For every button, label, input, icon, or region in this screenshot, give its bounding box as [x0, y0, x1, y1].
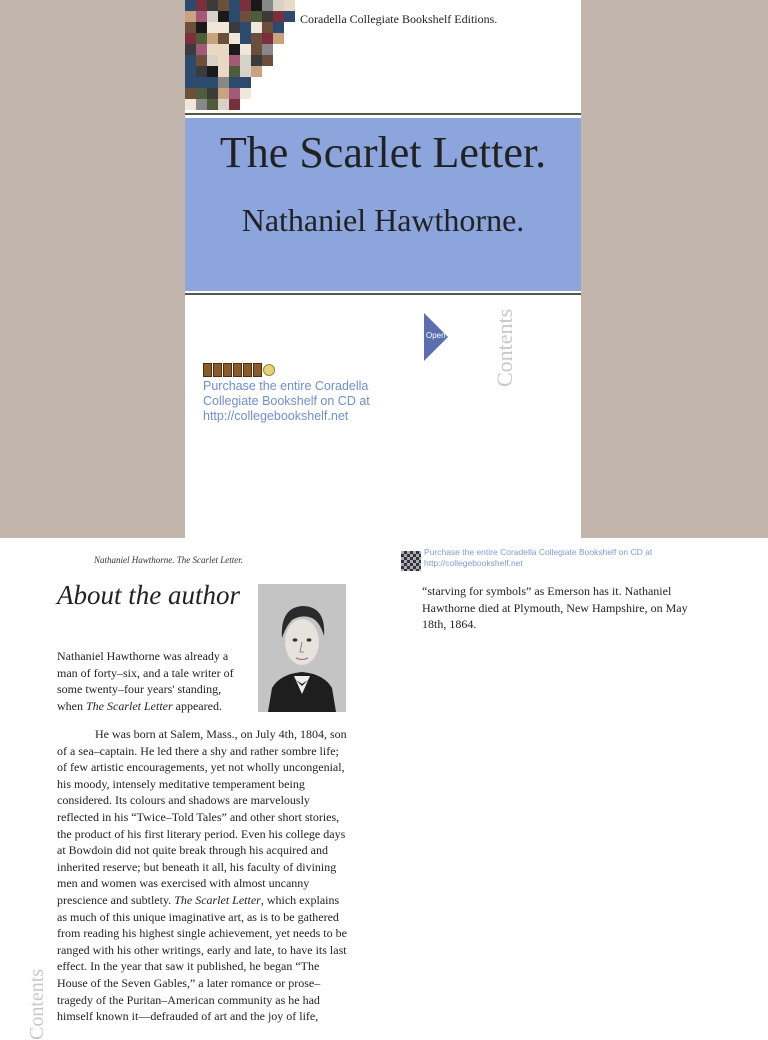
collage-tile [185, 66, 196, 77]
collage-tile [273, 33, 284, 44]
collage-tile [229, 77, 240, 88]
purchase-link[interactable]: Purchase the entire Coradella Collegiate Bookshelf on CD at http://collegebookshelf.net [203, 379, 370, 423]
collage-tile [262, 44, 273, 55]
collage-tile [185, 22, 196, 33]
collage-tile [251, 66, 262, 77]
collage-tile [196, 99, 207, 110]
collage-tile [207, 77, 218, 88]
collage-tile [262, 11, 273, 22]
collage-tile [185, 11, 196, 22]
collage-tile [196, 33, 207, 44]
collage-tile [284, 11, 295, 22]
collage-tile [229, 33, 240, 44]
book-title: The Scarlet Letter. [219, 128, 547, 177]
collage-tile [185, 33, 196, 44]
collage-tile [262, 0, 273, 11]
collage-tile [218, 88, 229, 99]
collage-tile [185, 88, 196, 99]
collage-tile [251, 44, 262, 55]
collage-tile [262, 33, 273, 44]
collage-tile [229, 66, 240, 77]
books-cd-icon [203, 363, 275, 377]
collage-tile [218, 66, 229, 77]
collage-tile [207, 55, 218, 66]
collage-tile [251, 11, 262, 22]
collage-tile [207, 99, 218, 110]
collage-tile [218, 44, 229, 55]
collage-tile [240, 11, 251, 22]
running-head: Nathaniel Hawthorne. The Scarlet Letter. [94, 555, 243, 565]
collage-tile [240, 44, 251, 55]
collage-tile [229, 99, 240, 110]
title-divider-top [185, 113, 581, 115]
collage-tile [196, 0, 207, 11]
contents-link[interactable]: Contents [492, 308, 517, 387]
title-divider-bottom [185, 293, 581, 295]
collage-tile [185, 99, 196, 110]
collage-tile [207, 88, 218, 99]
collage-tile [196, 44, 207, 55]
collage-tile [218, 11, 229, 22]
open-button[interactable]: Open [426, 331, 446, 340]
collage-tile [229, 44, 240, 55]
collage-tile [273, 11, 284, 22]
collage-tile [229, 0, 240, 11]
collage-tile [240, 88, 251, 99]
book-cover [185, 0, 581, 538]
collage-tile [207, 33, 218, 44]
collage-tile [251, 33, 262, 44]
collage-tile [218, 55, 229, 66]
collage-tile [218, 33, 229, 44]
collage-tile [262, 22, 273, 33]
collage-tile [218, 99, 229, 110]
collage-tile [185, 55, 196, 66]
collage-tile [207, 0, 218, 11]
collage-tile [207, 44, 218, 55]
collage-tile [196, 66, 207, 77]
collage-tile [207, 66, 218, 77]
collage-tile [251, 22, 262, 33]
book-author: Nathaniel Hawthorne. [241, 202, 525, 238]
collage-tile [218, 0, 229, 11]
collage-tile [229, 22, 240, 33]
collage-tile [185, 44, 196, 55]
collage-tile [240, 0, 251, 11]
intro-paragraph: Nathaniel Hawthorne was already a man of forty–six, and a tale writer of some twenty–four years' standing, when The Scarlet Letter appeared. [57, 649, 234, 713]
collage-tile [196, 88, 207, 99]
collage-tile [207, 22, 218, 33]
contents-link-page[interactable]: Contents [26, 968, 48, 1040]
author-portrait-collage [185, 0, 299, 112]
collage-tile [240, 66, 251, 77]
collage-tile [240, 77, 251, 88]
bookshelf-cd-icon [401, 551, 421, 571]
collage-tile [207, 11, 218, 22]
collage-tile [229, 55, 240, 66]
purchase-link-small[interactable]: Purchase the entire Coradella Collegiate Bookshelf on CD at http://collegebookshelf.net [424, 547, 653, 568]
collage-tile [240, 33, 251, 44]
collage-tile [262, 55, 273, 66]
collage-tile [185, 0, 196, 11]
collage-tile [251, 55, 262, 66]
about-author-heading: About the author [57, 580, 240, 610]
collage-tile [196, 11, 207, 22]
collage-tile [240, 55, 251, 66]
edition-label: Coradella Collegiate Bookshelf Editions. [300, 12, 498, 26]
collage-tile [229, 88, 240, 99]
collage-tile [196, 55, 207, 66]
collage-tile [196, 77, 207, 88]
collage-tile [218, 77, 229, 88]
collage-tile [284, 0, 295, 11]
collage-tile [196, 22, 207, 33]
collage-tile [185, 77, 196, 88]
collage-tile [273, 0, 284, 11]
collage-tile [273, 22, 284, 33]
collage-tile [229, 11, 240, 22]
author-portrait [258, 584, 346, 712]
continuation-paragraph: “starving for symbols” as Emerson has it. Nathaniel Hawthorne died at Plymouth, New Hampshire, on May 18th, 1864. [422, 584, 688, 632]
collage-tile [251, 0, 262, 11]
collage-tile [240, 22, 251, 33]
collage-tile [218, 22, 229, 33]
biography-paragraph: He was born at Salem, Mass., on July 4th, 1804, son of a sea–captain. He led there a shy and rather sombre life; of few artistic encouragements, yet not wholly uncongenial, his moody, intensely meditative temperament being considered. Its colours and shadows are marvelously reflected in his “Twice–Told Tales” and other short stories, the product of his first literary period. Even his college days at Bowdoin did not quite break through his acquired and inherited reserve; but beneath it all, his faculty of divining men and women was exercised with almost uncanny prescience and subtlety. The Scarlet Letter, which explains as much of this unique imaginative art, as is to be gathered from reading his highest single achievement, yet needs to be ranged with his other writings, early and late, to have its last effect. In the year that saw it published, he began “The House of the Seven Gables,” a later romance or prose–tragedy of the Puritan–American community as he had himself known it—defrauded of art and the joy of life, [57, 727, 347, 1024]
